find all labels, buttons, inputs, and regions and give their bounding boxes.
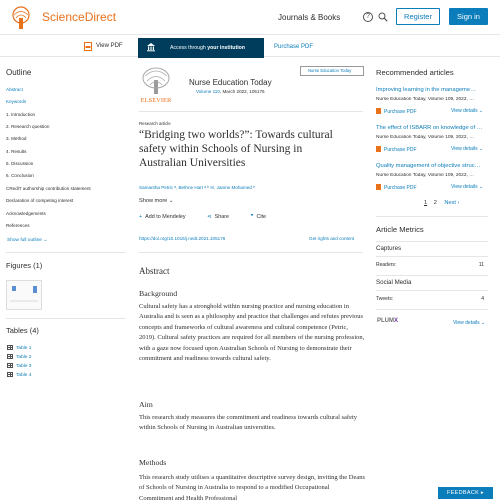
recommended-article-title[interactable]: Improving learning in the manageme…	[376, 87, 476, 93]
pdf-icon	[376, 146, 381, 152]
pdf-icon[interactable]	[84, 42, 92, 51]
divider	[376, 275, 488, 276]
abstract-heading: Abstract	[139, 266, 170, 276]
outline-item-method[interactable]: 3. Method	[6, 136, 27, 141]
outline-item-credit[interactable]: CRediT authorship contribution statement	[6, 186, 91, 191]
divider	[6, 252, 126, 253]
outline-item-conclusion[interactable]: 6. Conclusion	[6, 173, 34, 178]
metrics-heading: Article Metrics	[376, 225, 424, 234]
sign-in-button[interactable]: Sign in	[449, 8, 488, 25]
section-heading-methods: Methods	[139, 458, 167, 467]
recommended-view-details[interactable]: View details ⌄	[451, 146, 484, 152]
author-list[interactable]: Samantha Petric ᵃ, Bethne Hart ᵃ ᵇ ✉, Janine Mohamed ᵇ	[139, 185, 255, 190]
page-1-link[interactable]: 1	[424, 200, 428, 206]
social-media-heading: Social Media	[376, 279, 412, 286]
elsevier-logo[interactable]	[139, 66, 173, 104]
search-icon[interactable]	[378, 12, 388, 22]
svg-text:ELSEVIER: ELSEVIER	[140, 97, 172, 104]
divider	[376, 216, 488, 217]
table-link-1[interactable]: Table 1	[7, 345, 31, 351]
pdf-icon	[376, 184, 381, 190]
outline-item-competing-interest[interactable]: Declaration of competing interest	[6, 198, 74, 203]
chevron-down-icon: ⌄	[478, 146, 484, 152]
help-icon[interactable]: ?	[363, 12, 373, 22]
elsevier-tree-logo[interactable]	[6, 6, 36, 30]
recommended-article-meta: Nurse Education Today, Volume 109, 2022, …	[376, 135, 474, 140]
chevron-down-icon: ⌄	[478, 184, 484, 190]
article-type: Research article	[139, 121, 171, 126]
journal-title-link[interactable]: Nurse Education Today	[189, 78, 272, 87]
view-pdf-link[interactable]: View PDF	[96, 43, 123, 49]
institution-icon	[146, 42, 156, 52]
tweets-label: Tweets:	[376, 296, 394, 302]
top-header	[0, 0, 500, 35]
table-icon	[7, 354, 13, 359]
outline-item-results[interactable]: 4. Results	[6, 149, 27, 154]
outline-item-abstract[interactable]: Abstract	[6, 87, 23, 92]
outline-item-research-question[interactable]: 2. Research question	[6, 124, 50, 129]
plumx-logo[interactable]: PLUMX	[377, 318, 399, 324]
recommended-article-meta: Nurse Education Today, Volume 109, 2022, …	[376, 97, 474, 102]
journal-volume: Volume 110, March 2022, 105176	[196, 89, 265, 94]
chevron-down-icon: ⌄	[43, 238, 48, 243]
show-more-button[interactable]: Show more ⌄	[139, 198, 174, 204]
recommended-purchase-pdf[interactable]: Purchase PDF	[376, 108, 417, 115]
recommended-view-details[interactable]: View details ⌄	[451, 108, 484, 114]
recommended-article-title[interactable]: Quality management of objective struc…	[376, 163, 481, 169]
table-link-3[interactable]: Table 3	[7, 363, 31, 369]
recommended-article-title[interactable]: The effect of ISBARR on knowledge of …	[376, 125, 483, 131]
recommended-pagination	[424, 200, 459, 206]
recommended-purchase-pdf[interactable]: Purchase PDF	[376, 184, 417, 191]
recommended-heading: Recommended articles	[376, 68, 454, 77]
brand-name[interactable]: ScienceDirect	[42, 10, 117, 24]
section-text-aim: This research study measures the commitment and readiness towards cultural safety within Schools of Nursing in Australian universities.	[139, 414, 358, 432]
chevron-down-icon: ⌄	[480, 320, 486, 326]
captures-heading: Captures	[376, 245, 402, 252]
add-mendeley-button[interactable]: + Add to Mendeley	[139, 214, 186, 220]
chevron-right-icon: ›	[457, 200, 460, 206]
recommended-article-meta: Nurse Education Today, Volume 109, 2022, …	[376, 173, 474, 178]
outline-item-keywords[interactable]: Keywords	[6, 99, 27, 104]
table-icon	[7, 372, 13, 377]
tweets-value: 4	[481, 296, 484, 302]
outline-item-acknowledgements[interactable]: Acknowledgements	[6, 211, 46, 216]
share-icon: ⋖	[207, 214, 212, 220]
outline-heading: Outline	[6, 68, 32, 77]
page-2-link[interactable]: 2	[433, 200, 437, 206]
outline-item-discussion[interactable]: 5. Discussion	[6, 161, 34, 166]
chevron-down-icon: ⌄	[168, 198, 174, 204]
access-institution-label: Access through your institution	[170, 45, 245, 51]
chat-icon: ▸	[480, 490, 484, 496]
figure-thumbnail[interactable]	[6, 280, 42, 310]
table-icon	[7, 363, 13, 368]
metrics-view-details[interactable]: View details ⌄	[453, 320, 486, 326]
divider	[6, 318, 126, 319]
section-text-background: Cultural safety has a stronghold within nursing practice and nursing education in Australia and is seen as a philosophy and practice that challenges and refutes previous concepts and frameworks of cultural awareness and cultural competence (Petric, 2019). Cultural safety practices are required for all members of the nursing profession, with a gaze now focused upon Australian Schools of Nursing to demonstrate their commitment and readiness towards cultural safety.	[139, 303, 365, 363]
table-link-2[interactable]: Table 2	[7, 354, 31, 360]
article-actions	[139, 214, 286, 220]
chevron-down-icon: ⌄	[478, 108, 484, 114]
next-page-button[interactable]: Next ›	[444, 200, 460, 206]
plus-icon: +	[139, 214, 143, 220]
journal-cover-image[interactable]: Nurse Education Today	[300, 66, 364, 76]
figure-preview-icon	[7, 281, 41, 309]
quote-icon: ❞	[250, 214, 254, 220]
volume-link[interactable]: Volume 110	[196, 89, 220, 94]
section-heading-aim: Aim	[139, 400, 153, 409]
table-link-4[interactable]: Table 4	[7, 372, 31, 378]
divider	[376, 256, 488, 257]
cite-button[interactable]: ❞ Cite	[250, 214, 267, 220]
tables-heading: Tables (4)	[6, 326, 39, 335]
register-button[interactable]: Register	[396, 8, 440, 25]
section-text-methods: This research study utilises a quantitative descriptive survey design, inviting the Deans of Schools of Nursing in Australia to respond to a modified Occupational Commitment and Health Professional	[139, 474, 366, 500]
doi-link[interactable]: https://doi.org/10.1016/j.nedt.2021.105176	[139, 236, 226, 241]
share-button[interactable]: ⋖ Share	[207, 214, 230, 220]
show-full-outline-button[interactable]: Show full outline ⌄	[7, 238, 48, 243]
readers-label: Readers:	[376, 262, 397, 268]
purchase-pdf-link[interactable]: Purchase PDF	[274, 44, 314, 50]
article-title: “Bridging two worlds?”: Towards cultural safety within Schools of Nursing in Australian Universities	[139, 129, 333, 169]
table-icon	[7, 345, 13, 350]
get-rights-link[interactable]: Get rights and content	[309, 236, 355, 241]
recommended-purchase-pdf[interactable]: Purchase PDF	[376, 146, 417, 153]
divider	[376, 309, 488, 310]
journals-books-link[interactable]: Journals & Books	[278, 13, 341, 22]
section-heading-background: Background	[139, 289, 178, 298]
divider	[376, 290, 488, 291]
outline-item-references[interactable]: References	[6, 223, 30, 228]
figures-heading: Figures (1)	[6, 261, 43, 270]
feedback-button[interactable]: FEEDBACK ▸	[438, 487, 493, 499]
pdf-icon	[376, 108, 381, 114]
outline-item-introduction[interactable]: 1. Introduction	[6, 112, 36, 117]
divider	[376, 241, 488, 242]
readers-value: 11	[478, 262, 484, 268]
recommended-view-details[interactable]: View details ⌄	[451, 184, 484, 190]
divider	[139, 111, 363, 112]
divider	[139, 252, 363, 253]
